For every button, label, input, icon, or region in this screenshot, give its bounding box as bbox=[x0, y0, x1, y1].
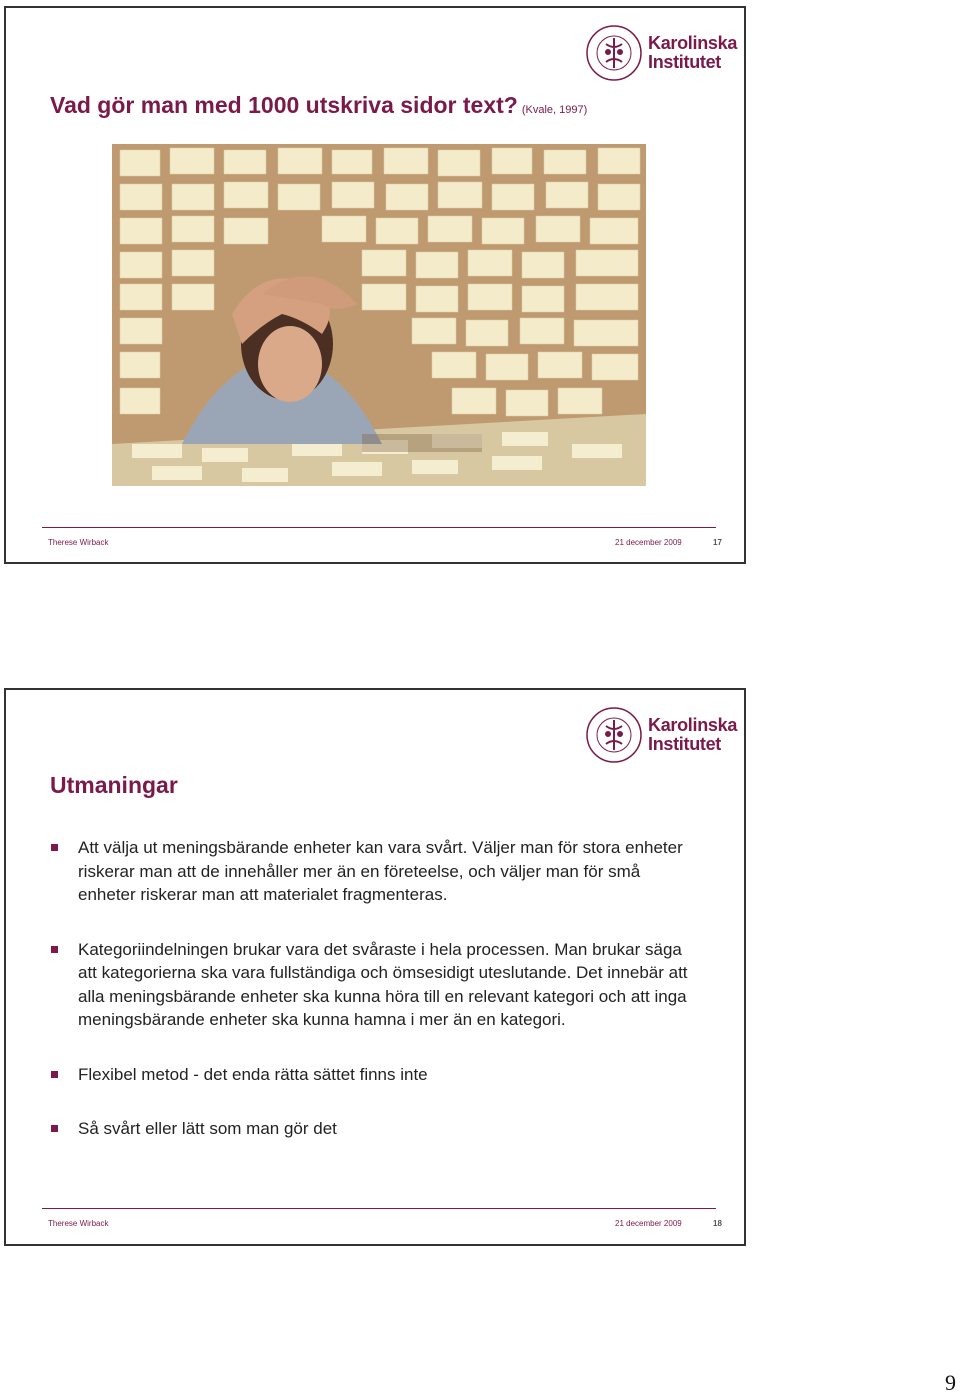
ki-seal-icon bbox=[584, 22, 644, 84]
slide-18-title: Utmaningar bbox=[50, 772, 178, 798]
citation: (Kvale, 1997) bbox=[521, 104, 588, 116]
bullet-item: Kategoriindelningen brukar vara det svåraste i hela processen. Man brukar säga att kategorierna ska vara fullständiga och ömsesidigt uteslutande. Det innebär att alla meningsbärande enheter ska kunna höra till en relevant kategori och att inga meningsbärande enheter ska kunna hamna i mer än en kategori. bbox=[48, 938, 688, 1032]
slide-17-footer-author: Therese Wirback bbox=[48, 538, 109, 547]
ki-seal-icon bbox=[584, 704, 644, 766]
bullet-square-icon bbox=[51, 1125, 58, 1132]
slide-17-footer-date: 21 december 2009 bbox=[615, 538, 682, 547]
bullet-item: Flexibel metod - det enda rätta sättet finns inte bbox=[48, 1063, 688, 1087]
slide-18-number: 18 bbox=[713, 1219, 722, 1228]
slide-17-footer-rule bbox=[42, 527, 716, 528]
bullet-item: Att välja ut meningsbärande enheter kan vara svårt. Väljer man för stora enheter riskerar man att de innehåller mer än en företeelse, och väljer man för små enheter riskerar man att materialet fragmenteras. bbox=[48, 836, 688, 907]
slide-18-footer-date: 21 december 2009 bbox=[615, 1219, 682, 1228]
bullet-item: Så svårt eller lätt som man gör det bbox=[48, 1117, 688, 1141]
slide-18-bullet-list bbox=[48, 836, 688, 1172]
stressed-woman-photo bbox=[112, 144, 646, 486]
logo-text: Karolinska Institutet bbox=[648, 33, 738, 72]
slide-17-number: 17 bbox=[713, 538, 722, 547]
logo-text: Karolinska Institutet bbox=[648, 715, 738, 754]
karolinska-logo bbox=[584, 704, 738, 768]
bullet-square-icon bbox=[51, 844, 58, 851]
page-number: 9 bbox=[945, 1370, 956, 1395]
slide-18-footer-author: Therese Wirback bbox=[48, 1219, 109, 1228]
slide-17-title: Vad gör man med 1000 utskriva sidor text? (Kvale, 1997) bbox=[50, 92, 588, 118]
slide-18-footer-rule bbox=[42, 1208, 716, 1209]
karolinska-logo bbox=[584, 22, 738, 86]
bullet-square-icon bbox=[51, 946, 58, 953]
bullet-square-icon bbox=[51, 1071, 58, 1078]
